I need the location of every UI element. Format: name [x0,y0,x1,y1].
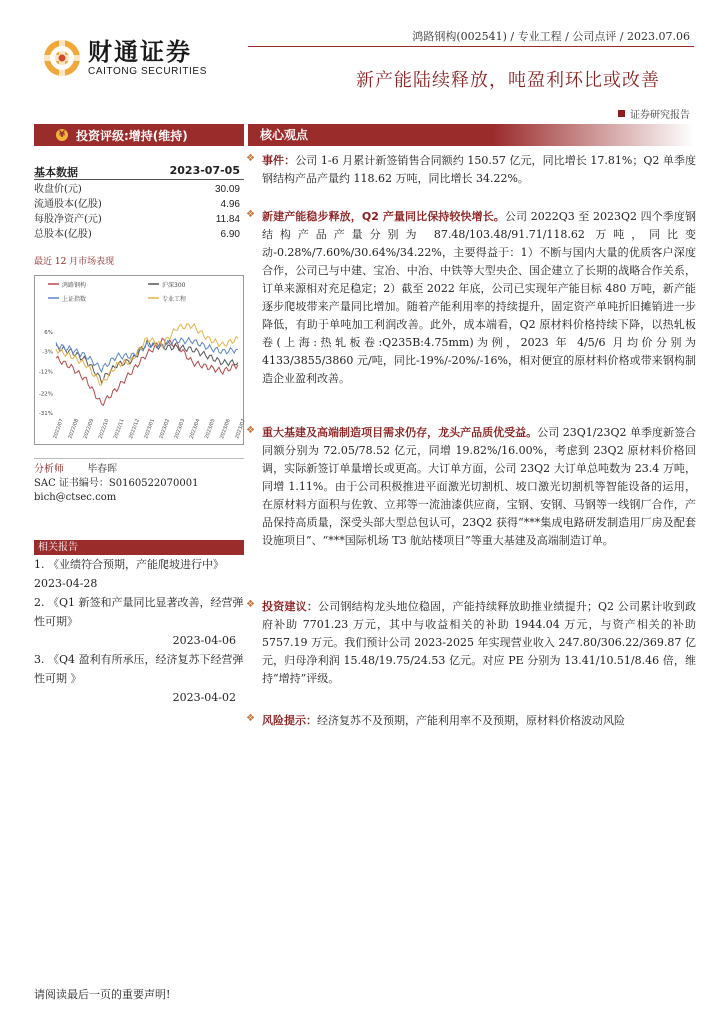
core-view-header [248,124,694,146]
paragraph-capacity [246,208,696,388]
logo-text-en: CAITONG SECURITIES [88,66,207,77]
row-value: 6.90 [220,229,240,240]
analyst-block [34,458,244,505]
diamond-bullet-icon: ❖ [246,599,255,610]
document-meta: 鸿路钢构(002541) / 专业工程 / 公司点评 / 2023.07.06 [412,30,690,43]
legend-entry: 专业工程 [162,296,187,303]
row-label: 流通股本(亿股) [34,199,102,210]
rating-label: 投资评级:增持(维持) [76,128,188,143]
footer-disclaimer: 请阅读最后一页的重要声明! [34,988,171,1001]
list-item[interactable] [34,593,244,650]
report-headline: 新产能陆续释放，吨盈利环比或改善 [356,70,660,91]
table-row [34,182,244,197]
row-label: 收盘价(元) [34,184,82,195]
related-report-date: 2023-04-02 [172,691,236,704]
y-tick-label: 6% [44,329,53,336]
y-tick-label: -3% [42,349,53,356]
analyst-label: 分析师 [34,464,64,475]
paragraph-lead: 风险提示： [262,714,317,727]
related-reports-list [34,555,244,707]
x-tick-label: 2022/10 [97,418,111,440]
x-tick-label: 2022/11 [112,418,126,440]
table-row [34,212,244,227]
coin-icon: ¥ [56,129,68,141]
paragraph-risk [246,712,696,730]
row-label: 总股本(亿股) [34,229,92,240]
market-performance-chart [34,275,247,445]
basic-data-title: 基本数据 [34,166,78,179]
basic-data-table [34,182,244,242]
x-tick-label: 2023/01 [143,418,156,440]
legend-entry: 上证指数 [62,296,87,303]
report-type [618,106,690,121]
square-icon [618,110,625,117]
legend-entry: 沪深300 [162,282,186,289]
related-report-title: 3. 《Q4 盈利有所承压，经济复苏下经营弹性可期 》 [34,653,244,685]
list-item[interactable] [34,650,244,707]
analyst-name-row [34,463,244,477]
caitong-logo-icon [42,38,82,78]
basic-data-header [34,164,244,180]
x-tick-label: 2023/06 [219,418,232,440]
table-row [34,227,244,242]
paragraph-text: 公司 23Q1/23Q2 单季度新签合同额分别为 72.05/78.52 亿元，同增 19.82%/16.00%，考虑到 23Q2 原材料价格回调，实际新签订单量增长或更高。大订单方面，公司 23Q2 大订单总吨数为 23.4 万吨，同增 1.11%。由于公司积极推进平面激光切割机、坡口激光切割机等智能设备的运用，在原材料方面积与佐敦、立邦等一流油漆供应商，宝钢、安钢、马钢等一线钢厂合作，产品保持高质量，深受头部大型总包认可，23Q2 获得“***集成电路研发制造用厂房及配套设施项目”、“***国际机场 T3 航站楼项目”等重大基建及高端制造订单。 [262,426,696,547]
related-report-date: 2023-04-06 [172,634,236,647]
table-row [34,197,244,212]
x-tick-label: 2022/12 [128,418,141,440]
row-value: 30.09 [214,184,240,195]
related-report-date: 2023-04-28 [34,577,98,590]
related-reports-header: 相关报告 [34,540,244,555]
legend-entry: 鸿路钢构 [62,282,87,289]
paragraph-text: 公司 1-6 月累计新签销售合同额约 150.57 亿元，同比增长 17.81%；Q2 单季度钢结构产品产量约 118.62 万吨，同比增长 34.22%。 [262,154,697,185]
x-tick-label: 2023/03 [173,418,187,440]
row-value: 11.84 [215,214,240,225]
x-tick-label: 2023/05 [203,418,217,440]
diamond-bullet-icon: ❖ [246,153,255,164]
list-item[interactable] [34,555,244,593]
diamond-bullet-icon: ❖ [246,425,255,436]
x-tick-label: 2022/08 [67,418,81,440]
related-report-title: 2. 《Q1 新签和产量同比显著改善，经营弹性可期》 [34,596,244,628]
paragraph-text: 经济复苏不及预期，产能利用率不及预期，原材料价格波动风险 [317,714,625,727]
y-tick-label: -31% [38,411,53,417]
market-performance-title: 最近 12 月市场表现 [34,257,115,267]
y-tick-label: -12% [38,369,53,376]
diamond-bullet-icon: ❖ [246,209,255,220]
paragraph-lead: 重大基建及高端制造项目需求仍存，龙头产品质优受益。 [262,426,538,439]
x-tick-label: 2023/02 [158,418,172,440]
paragraph-text: 公司钢结构龙头地位稳固，产能持续释放助推业绩提升；Q2 公司累计收到政府补助 7701.23 万元，其中与收益相关的补助 1944.04 万元，与资产相关的补助 5757.19 万元。我们预计公司 2023-2025 年实现营业收入 247.80/306.22/369.87 亿元，归母净利润 15.48/19.75/24.53 亿元。对应 PE 分别为 13.41/10.51/8.46 倍，维持“增持”评级。 [262,600,697,685]
row-value: 4.96 [220,199,240,210]
row-label: 每股净资产(元) [34,214,102,225]
investment-rating-bar [34,124,244,146]
paragraph-event [246,152,697,188]
logo-text-cn: 财通证券 [88,38,192,66]
y-tick-label: -22% [38,391,53,398]
paragraph-text: 公司 2022Q3 至 2023Q2 四个季度钢结构产品产量分别为 87.48/103.48/91.71/118.62 万吨，同比变动-0.28%/7.60%/30.64%/34.22%，主要得益于：1）不断与国内大量的优质客户深度合作，公司已与中建、宝冶、中冶、中铁等大型央企、国企建立了长期的战略合作关系，订单来源相对充足稳定；2）截至 2022 年底，公司已实现年产能目标 480 万吨，新产能逐步爬坡带来产量同比增加。随着产能利用率的持续提升，固定资产单吨折旧摊销进一步降低，有助于单吨加工利润改善。此外，成本端看，Q2 原材料价格持续下降，以热轧板卷(上海:热轧板卷:Q235B:4.75mm)为例，2023 年 4/5/6 月均价分别为 4133/3855/3860 元/吨，同比-19%/-20%/-16%，相对便宜的原材料价格或带来钢构制造企业盈利改善。 [262,210,696,385]
core-view-title: 核心观点 [248,124,694,146]
paragraph-demand [246,424,696,550]
company-logo [42,36,214,80]
related-report-title: 1. 《业绩符合预期，产能爬坡进行中》 [34,558,224,571]
diamond-bullet-icon: ❖ [246,713,255,724]
report-type-label: 证券研究报告 [630,110,690,121]
paragraph-lead: 投资建议： [262,600,319,613]
x-tick-label: 2023/07 [234,418,247,440]
basic-data-date: 2023-07-05 [169,164,240,177]
x-tick-label: 2022/07 [52,418,65,440]
paragraph-lead: 新建产能稳步释放，Q2 产量同比保持较快增长。 [262,210,505,223]
analyst-name: 毕春晖 [87,464,118,475]
paragraph-investment [246,598,697,688]
x-tick-label: 2023/04 [188,418,202,440]
header-divider [248,46,694,47]
analyst-sac: SAC 证书编号：S0160522070001 [34,478,199,489]
analyst-email[interactable]: bich@ctsec.com [34,492,117,503]
paragraph-lead: 事件： [262,154,296,167]
x-tick-label: 2022/09 [82,418,96,440]
